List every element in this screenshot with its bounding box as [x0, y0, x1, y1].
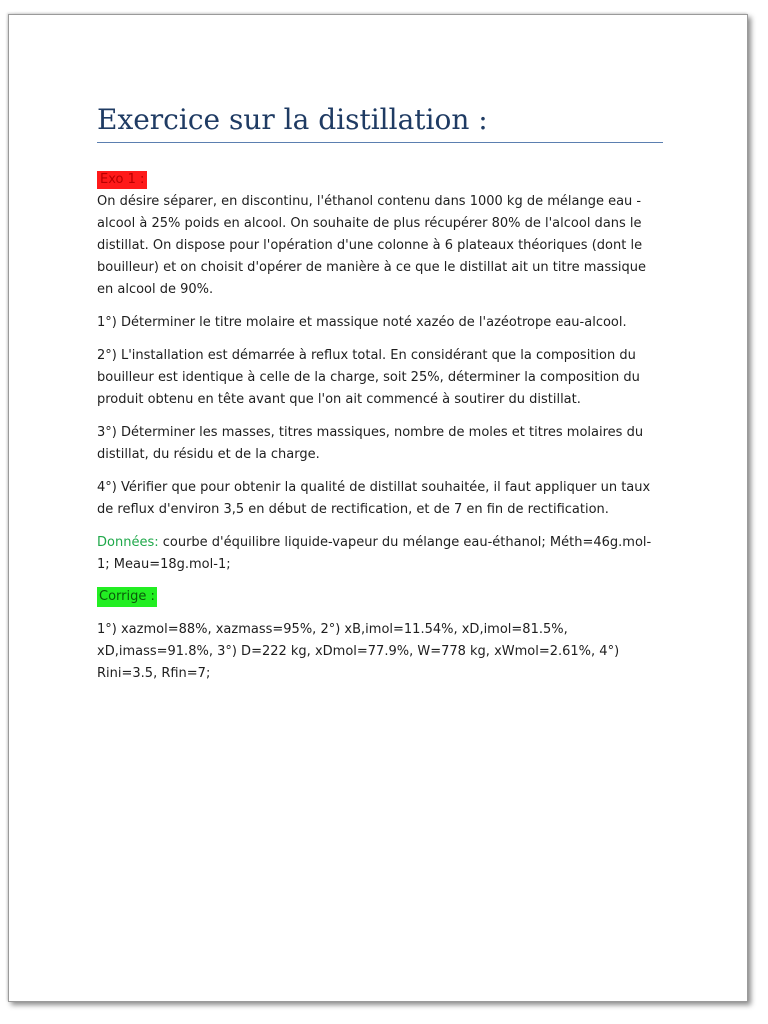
page-title: Exercice sur la distillation : [97, 101, 663, 143]
corrige-text: 1°) xazmol=88%, xazmass=95%, 2°) xB,imol=11.54%, xD,imol=81.5%, xD,imass=91.8%, 3°) D=222 kg, xDmol=77.9%, W=778 kg, xWmol=2.61%, 4°) Rini=3.5, Rfin=7; [97, 622, 620, 681]
document-body [97, 101, 663, 685]
corrige-label: Corrige : [97, 587, 157, 607]
donnees-label: Données: [97, 535, 159, 550]
question-1: 1°) Déterminer le titre molaire et massique noté xazéo de l'azéotrope eau-alcool. [97, 315, 627, 330]
donnees-text: courbe d'équilibre liquide-vapeur du mélange eau-éthanol; Méth=46g.mol-1; Meau=18g.mol-1; [97, 535, 652, 572]
question-4: 4°) Vérifier que pour obtenir la qualité de distillat souhaitée, il faut appliquer un taux de reflux d'environ 3,5 en début de rectification, et de 7 en fin de rectification. [97, 480, 651, 517]
question-2: 2°) L'installation est démarrée à reflux total. En considérant que la composition du bouilleur est identique à celle de la charge, soit 25%, déterminer la composition du produit obtenu en tête avant que l'on ait commencé à soutirer du distillat. [97, 348, 640, 407]
donnees-paragraph [97, 532, 663, 576]
document-page [8, 14, 748, 1002]
exercise-label: Exo 1 : [97, 171, 147, 189]
question-3: 3°) Déterminer les masses, titres massiques, nombre de moles et titres molaires du distillat, du résidu et de la charge. [97, 425, 644, 462]
exercise-intro: On désire séparer, en discontinu, l'éthanol contenu dans 1000 kg de mélange eau - alcool à 25% poids en alcool. On souhaite de plus récupérer 80% de l'alcool dans le distillat. On dispose pour l'opération d'une colonne à 6 plateaux théoriques (dont le bouilleur) et on choisit d'opérer de manière à ce que le distillat ait un titre massique en alcool de 90%. [97, 194, 646, 297]
